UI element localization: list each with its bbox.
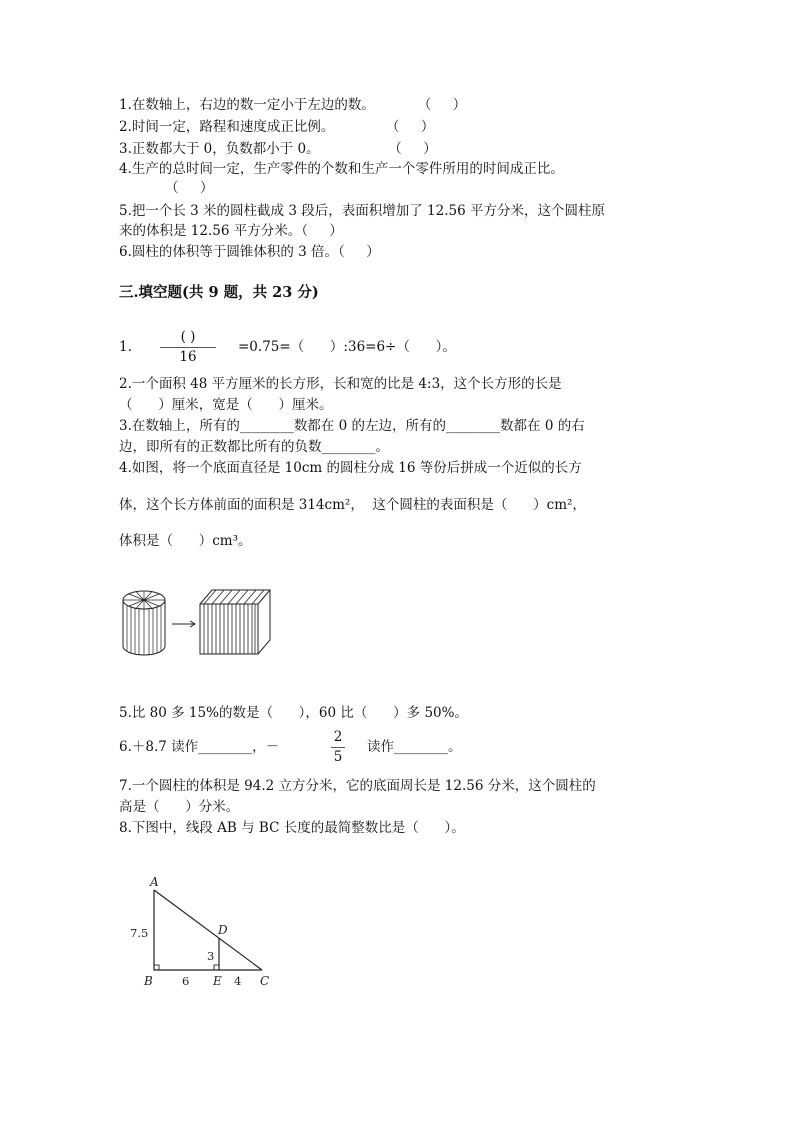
judge-q3: 3.正数都大于 0，负数都小于 0。 （ ） — [119, 141, 437, 157]
fill-q1-fraction-numerator: ( ) — [180, 329, 196, 345]
judge-q4-blank: （ ） — [165, 180, 214, 196]
fill-q6-fraction-numerator: 2 — [333, 729, 343, 745]
fill-q7-line1: 7.一个圆柱的体积是 94.2 立方分米，它的底面周长是 12.56 分米，这个圆柱的 — [119, 778, 596, 794]
cuboid-side — [258, 590, 270, 654]
length-ec: 4 — [234, 974, 242, 988]
fill-q3-line2: 边，即所有的正数都比所有的负数________。 — [119, 439, 389, 455]
fill-q6-fraction — [331, 729, 345, 766]
fill-q1-number: 1. — [119, 339, 132, 355]
cuboid-front — [200, 604, 258, 654]
judge-q5-line1: 5.把一个长 3 米的圆柱截成 3 段后，表面积增加了 12.56 平方分米，这个圆柱原 — [119, 203, 605, 219]
right-angle-mark-e — [214, 965, 219, 970]
judge-q5-line2: 来的体积是 12.56 平方分米。（ ） — [119, 223, 343, 239]
length-de: 3 — [207, 949, 215, 963]
fill-q4-line1: 4.如图，将一个底面直径是 10cm 的圆柱分成 16 等份后拼成一个近似的长方 — [119, 460, 582, 476]
fill-q2-line2: （ ）厘米，宽是（ ）厘米。 — [119, 397, 333, 413]
label-e: E — [213, 974, 222, 988]
triangle-figure — [126, 872, 278, 994]
fill-q7-line2: 高是（ ）分米。 — [119, 799, 240, 815]
fill-q6-part-b: 读作________。 — [367, 739, 462, 755]
section-heading: 三.填空题(共 9 题，共 23 分) — [119, 284, 319, 301]
fraction-bar — [331, 747, 345, 748]
judge-q2: 2.时间一定，路程和速度成正比例。 （ ） — [119, 119, 435, 135]
length-ab: 7.5 — [130, 926, 149, 940]
judge-q4: 4.生产的总时间一定，生产零件的个数和生产一个零件所用的时间成正比。 — [119, 161, 564, 177]
fraction-bar — [160, 347, 216, 348]
label-b: B — [144, 974, 153, 988]
judge-q6: 6.圆柱的体积等于圆锥体积的 3 倍。（ ） — [119, 244, 380, 260]
label-d: D — [218, 923, 228, 937]
fill-q8: 8.下图中，线段 AB 与 BC 长度的最简整数比是（ ）。 — [119, 820, 465, 836]
fill-q1-fraction-denominator: 16 — [179, 349, 197, 365]
fill-q6-fraction-denominator: 5 — [333, 749, 343, 765]
fill-q6-part-a: 6.＋8.7 读作________，－ — [119, 739, 280, 755]
cylinder-to-cuboid-figure — [118, 586, 278, 658]
fill-q2-line1: 2.一个面积 48 平方厘米的长方形，长和宽的比是 4:3，这个长方形的长是 — [119, 376, 562, 392]
right-angle-mark-b — [154, 965, 159, 970]
fill-q3-line1: 3.在数轴上，所有的________数都在 0 的左边，所有的________数都在 0 的右 — [119, 418, 585, 434]
label-a: A — [150, 875, 159, 889]
judge-q1: 1.在数轴上，右边的数一定小于左边的数。 （ ） — [119, 97, 467, 113]
label-c: C — [260, 974, 270, 988]
fill-q5: 5.比 80 多 15%的数是（ ），60 比（ ）多 50%。 — [119, 705, 468, 721]
fill-q4-line3: 体积是（ ）cm³。 — [119, 533, 252, 549]
fill-q1-fraction — [160, 329, 216, 366]
fill-q4-line2: 体，这个长方体前面的面积是 314cm²， 这个圆柱的表面积是（ ）cm²， — [119, 497, 586, 513]
fill-q1-rest: =0.75=（ ）:36=6÷（ ）。 — [238, 339, 456, 355]
length-be: 6 — [182, 974, 190, 988]
